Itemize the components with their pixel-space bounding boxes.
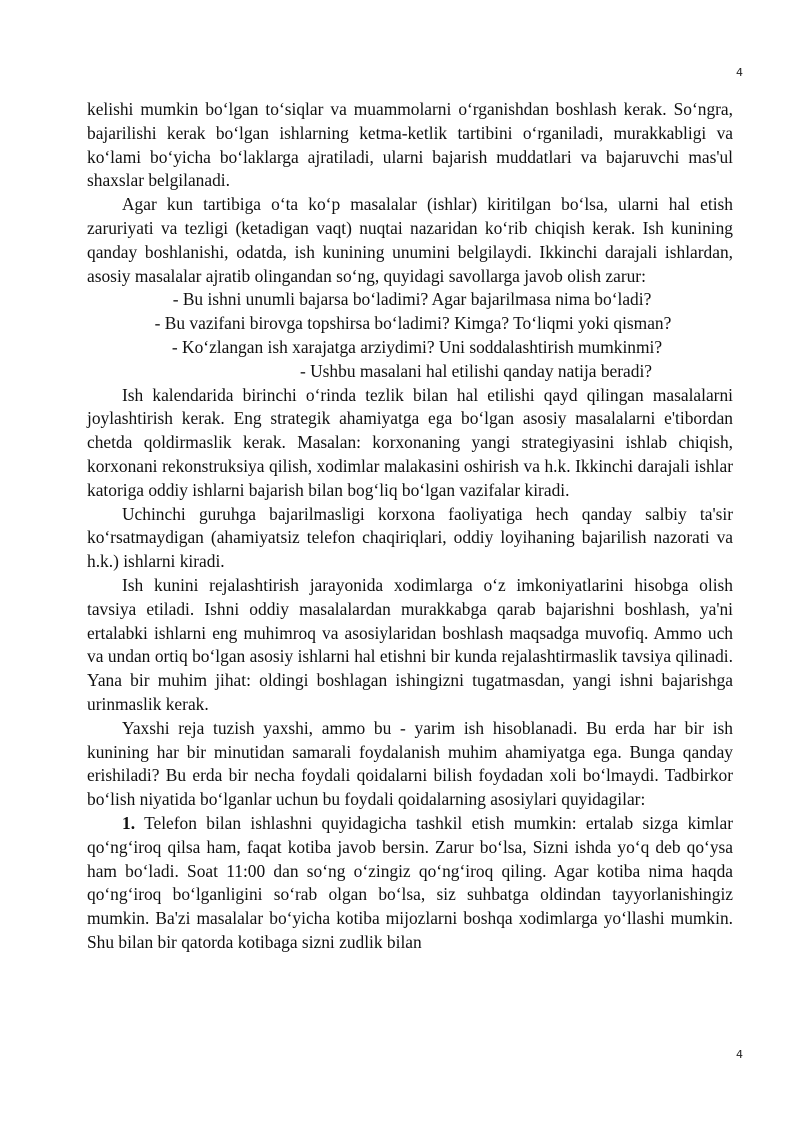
rule-text: Telefon bilan ishlashni quyidagicha tashkil etish mumkin: ertalab sizga kimlar qo‘ng‘iroq qilsa ham, faqat kotiba javob bersin. Zarur bo‘lsa, Sizni ishda yo‘q deb qo‘ysa ham bo‘ladi. Soat 11:00 dan so‘ng o‘zingiz qo‘ng‘iroq qiling. Agar kotiba nima haqda qo‘ng‘iroq bo‘lganligini so‘rab olgan bo‘lsa, siz suhbatga oldindan tayyorlanishingiz mumkin. Ba'zi masalalar bo‘yicha kotiba mijozlarni boshqa xodimlarga yo‘llashi mumkin. Shu bilan bir qatorda kotibaga sizni zudlik bilan xyxy=(87,812,733,952)
document-body xyxy=(87,98,733,955)
page-number-top: 4 xyxy=(736,66,743,79)
paragraph-rule-1 xyxy=(87,812,733,955)
question-item: - Ushbu masalani hal etilishi qanday natija beradi? xyxy=(299,360,653,381)
rule-number: 1. xyxy=(122,812,136,833)
page-number-bottom: 4 xyxy=(736,1048,743,1061)
paragraph-continuation: kelishi mumkin bo‘lgan to‘siqlar va muammolarni o‘rganishdan boshlash kerak. So‘ngra, bajarilishi kerak bo‘lgan ishlarning ketma-ketlik tartibini o‘rganiladi, murakkabligi va ko‘lami bo‘yicha bo‘laklarga ajratiladi, ularni bajarish muddatlari va bajaruvchi mas'ul shaxslar belgilanadi. xyxy=(87,99,733,191)
question-item: - Bu vazifani birovga topshirsa bo‘ladimi? Kimga? To‘liqmi yoki qisman? xyxy=(154,313,672,334)
paragraph-third-group: Uchinchi guruhga bajarilmasligi korxona faoliyatiga hech qanday salbiy ta'sir ko‘rsatmaydigan (ahamiyatsiz telefon chaqiriqlari, oddiy loyihaning bajarilish nazorati va h.k.) ishlarni kiradi. xyxy=(87,503,733,572)
paragraph-good-plan: Yaxshi reja tuzish yaxshi, ammo bu - yarim ish hisoblanadi. Bu erda har bir ish kunining har bir minutidan samarali foydalanish muhim ahamiyatga ega. Bunga qanday erishiladi? Bu erda bir necha foydali qoidalarni bilish foydadan xoli bo‘lmaydi. Tadbirkor bo‘lish niyatida bo‘lganlar uchun bu foydali qoidalarning asosiylari quyidagilar: xyxy=(87,717,733,810)
paragraph-planning: Ish kunini rejalashtirish jarayonida xodimlarga o‘z imkoniyatlarini hisobga olish tavsiya etiladi. Ishni oddiy masalalardan murakkabga qarab bajarishni boshlash, ya'ni ertalabki ishlarni eng muhimroq va asosiylaridan boshlash maqsadga muvofiq. Ammo uch va undan ortiq bo‘lgan asosiy ishlarni hal etishni bir kunda rejalashtirmaslik tavsiya qilinadi. Yana bir muhim jihat: oldingi boshlagan ishingizni tugatmasdan, yangi ishni bajarishga urinmaslik kerak. xyxy=(87,574,733,714)
paragraph-agenda: Agar kun tartibiga o‘ta ko‘p masalalar (ishlar) kiritilgan bo‘lsa, ularni hal etish zaruriyati va tezligi (ketadigan vaqt) nuqtai nazaridan ko‘rib chiqish kerak. Ish kunining qanday boshlanishi, odatda, ish kunining unumini belgilaydi. Ikkinchi darajali ishlardan, asosiy masalalar ajratib olingandan so‘ng, quyidagi savollarga javob olish zarur: xyxy=(87,194,733,286)
question-list xyxy=(87,288,733,383)
question-item: - Bu ishni unumli bajarsa bo‘ladimi? Agar bajarilmasa nima bo‘ladi? xyxy=(172,289,652,310)
question-item: - Ko‘zlangan ish xarajatga arziydimi? Uni soddalashtirish mumkinmi? xyxy=(171,336,663,357)
paragraph-calendar: Ish kalendarida birinchi o‘rinda tezlik bilan hal etilishi qayd qilingan masalalarni joylashtirish kerak. Eng strategik ahamiyatga ega bo‘lgan asosiy masalalarni e'tibordan chetda qoldirmaslik kerak. Masalan: korxonaning yangi strategiyasini ishlab chiqish, korxonani rekonstruksiya qilish, xodimlar malakasini oshirish va h.k. Ikkinchi darajali ishlar katoriga oddiy ishlarni bajarish bilan bog‘liq bo‘lgan vazifalar kiradi. xyxy=(87,384,733,500)
